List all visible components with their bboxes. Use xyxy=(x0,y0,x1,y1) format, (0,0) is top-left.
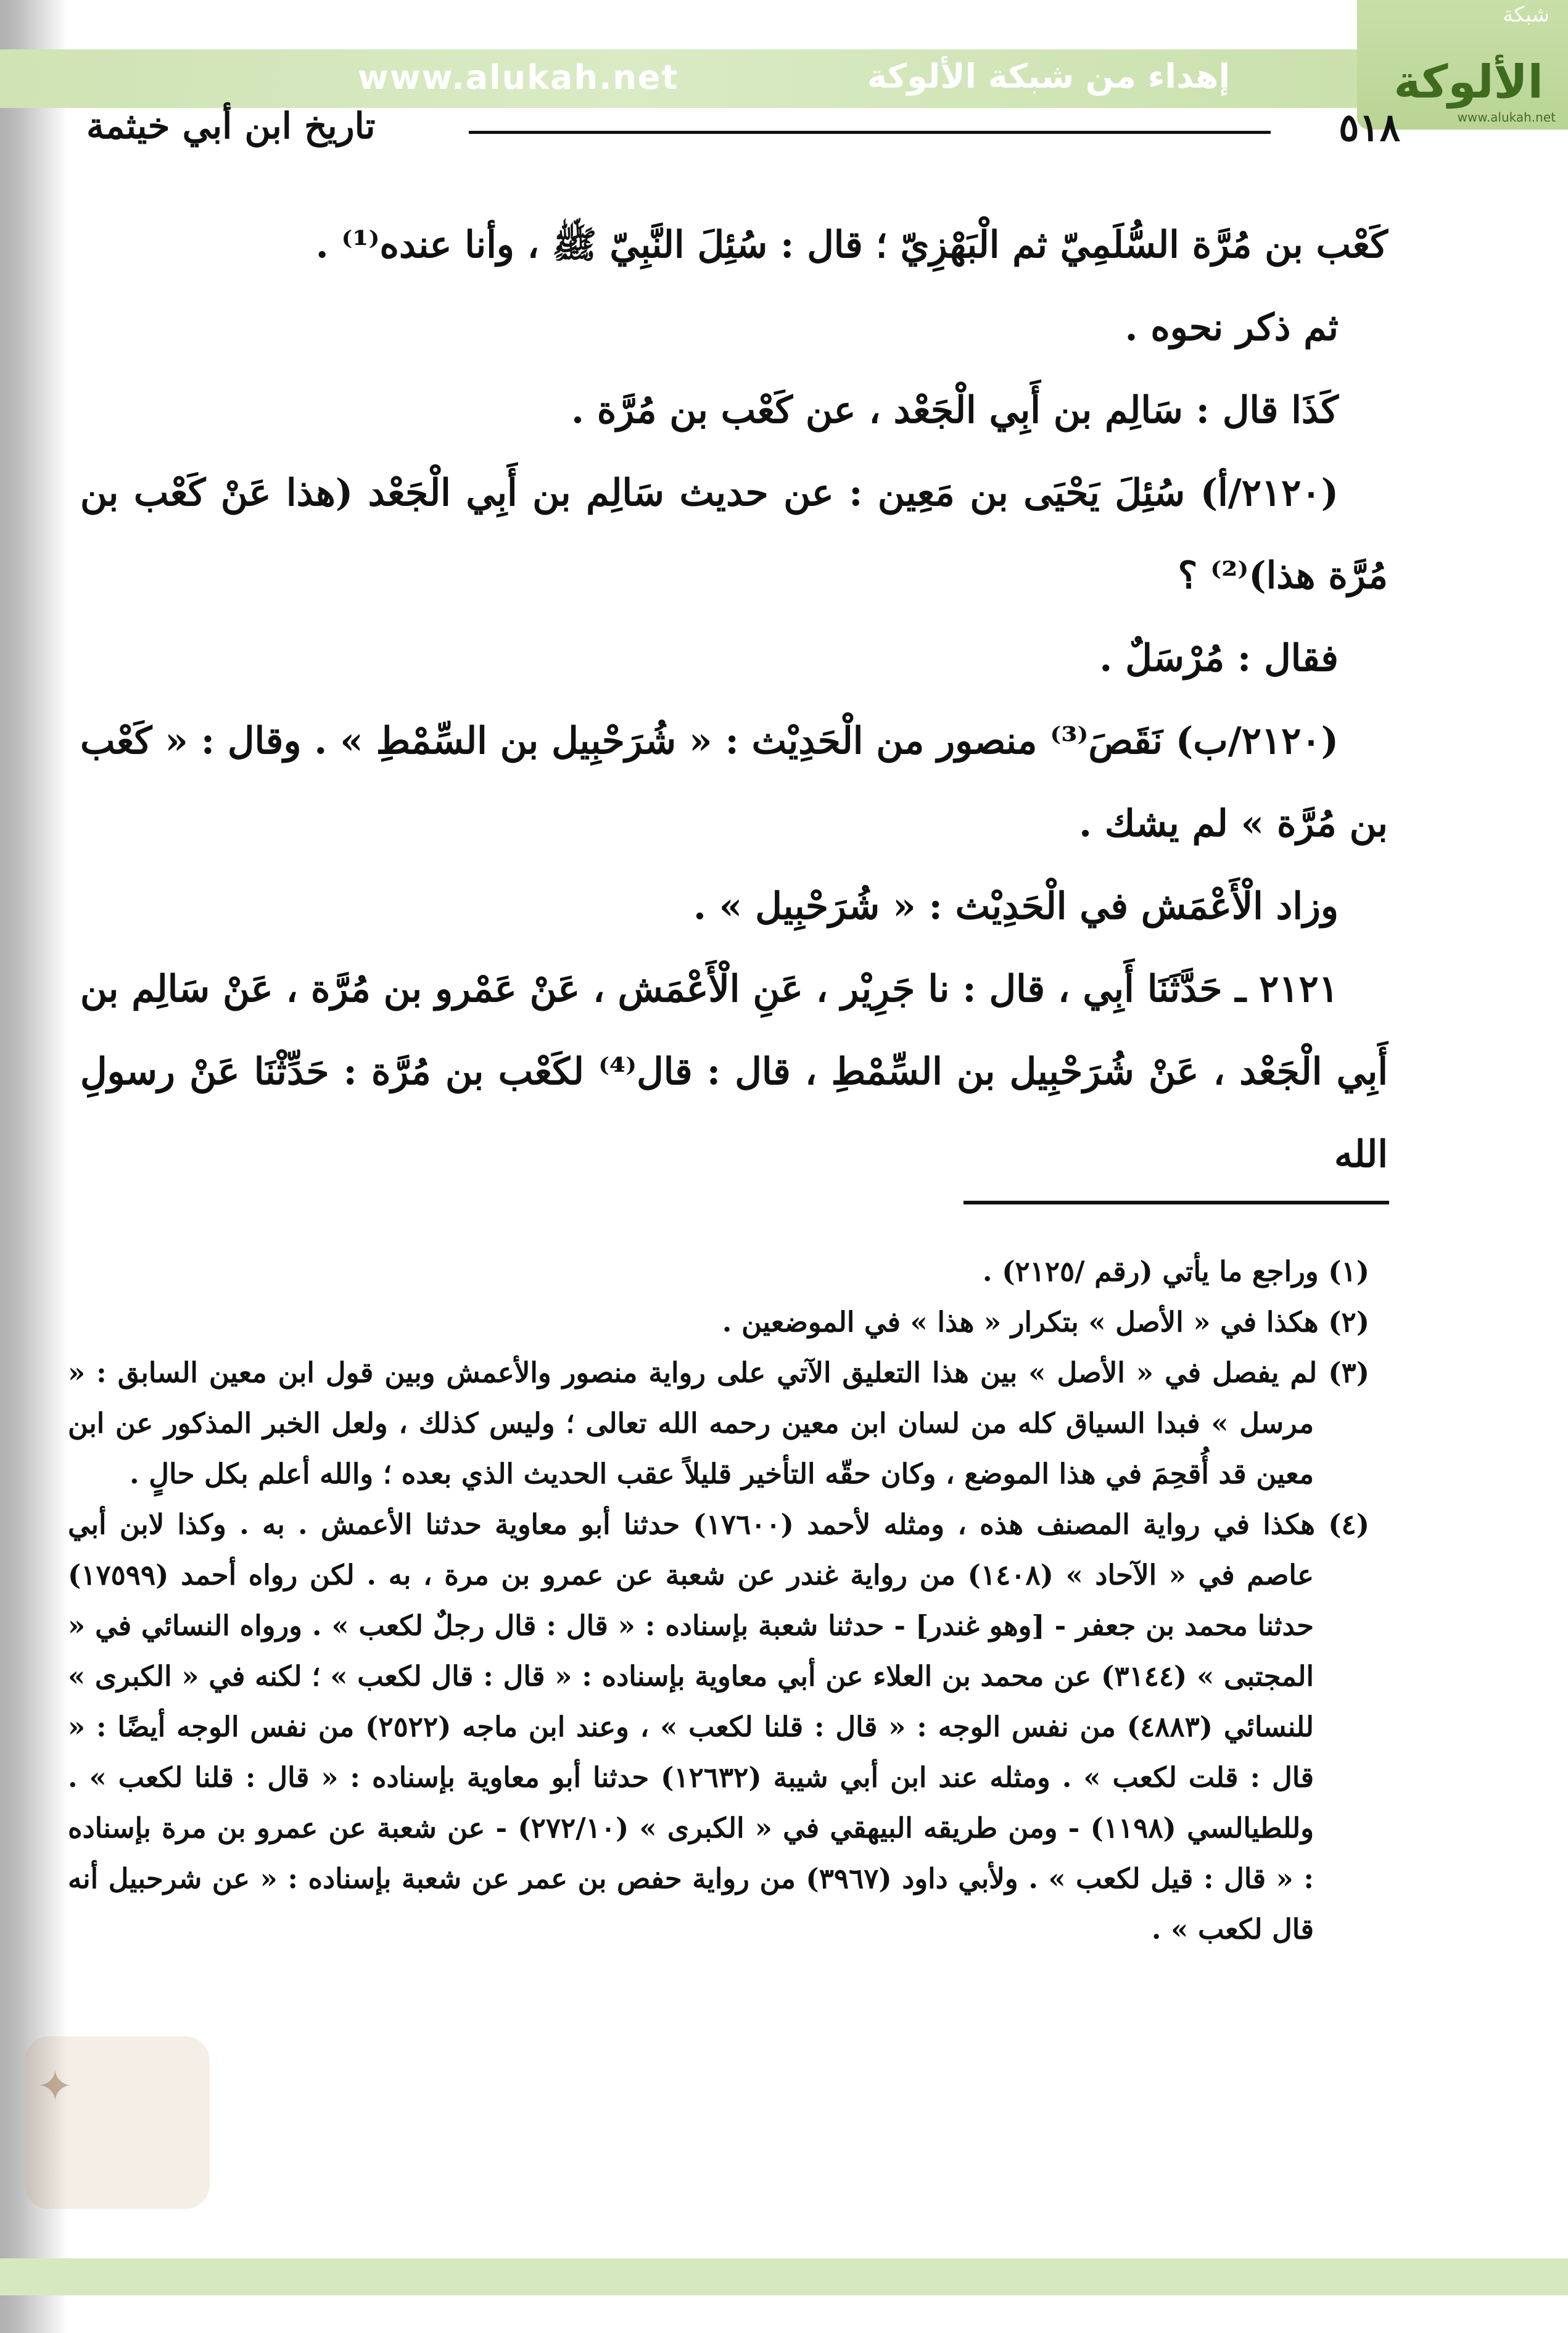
footnote-4: (٤) هكذا في رواية المصنف هذه ، ومثله لأحمد (١٧٦٠٠) حدثنا أبو معاوية حدثنا الأعمش . به . وكذا لابن أبي عاصم في « الآحاد » (١٤٠٨) من رواية غندر عن شعبة عن عمرو بن مرة ، به . لكن رواه أحمد (١٧٥٩٩) حدثنا محمد بن جعفر - [وهو غندر] - حدثنا شعبة بإسناده : « قال : قال رجلٌ لكعب » . ورواه النسائي في « المجتبى » (٣١٤٤) عن محمد بن العلاء عن أبي معاوية بإسناده : « قال : قال لكعب » ؛ لكنه في « الكبرى » للنسائي (٤٨٨٣) من نفس الوجه : « قال : قلنا لكعب » ، وعند ابن ماجه (٢٥٢٢) من نفس الوجه أيضًا : « قال : قلت لكعب » . ومثله عند ابن أبي شيبة (١٢٦٣٢) حدثنا أبو معاوية بإسناده : « قال : قلنا لكعب » . وللطيالسي (١١٩٨) - ومن طريقه البيهقي في « الكبرى » (٢٧٢/١٠) - عن شعبة عن عمرو بن مرة بإسناده : « قال : قيل لكعب » . ولأبي داود (٣٩٦٧) من رواية حفص بن عمر عن شعبة بإسناده : « عن شرحبيل أنه قال لكعب » . xyxy=(68,1508,1370,1946)
body-paragraph-5: فقال : مُرْسَلٌ . xyxy=(1099,637,1339,680)
running-title: تاريخ ابن أبي خيثمة xyxy=(86,105,376,147)
footnote-2: (٢) هكذا في « الأصل » بتكرار « هذا » في الموضعين . xyxy=(722,1306,1369,1338)
body-paragraph-1: كَعْب بن مُرَّة السُّلَمِيّ ثم الْبَهْزِيّ ؛ قال : سُئِلَ النَّبِيّ ﷺ ، وأنا عنده⁽¹⁾ . xyxy=(315,223,1388,267)
page-number: ٥١٨ xyxy=(1339,105,1400,150)
stamp-mark: ✦ xyxy=(37,2061,73,2111)
footnote-1: (١) وراجع ما يأتي (رقم /٢١٢٥) . xyxy=(982,1255,1369,1288)
body-paragraph-7: وزاد الْأَعْمَش في الْحَدِيْث : « شُرَحْبِيل » . xyxy=(693,885,1339,928)
website-banner xyxy=(0,49,1568,108)
footnotes xyxy=(68,1246,1369,1955)
body-paragraph-2: ثم ذكر نحوه . xyxy=(1124,306,1339,349)
logo-name: الألوكة xyxy=(1393,56,1543,109)
main-text xyxy=(80,204,1388,1196)
body-paragraph-3: كَذَا قال : سَالِم بن أَبِي الْجَعْد ، عن كَعْب بن مُرَّة . xyxy=(571,389,1339,432)
logo-url: www.alukah.net xyxy=(1457,110,1556,125)
body-paragraph-6: (٢١٢٠/ب) نَقَصَ⁽³⁾ منصور من الْحَدِيْث : « شُرَحْبِيل بن السِّمْطِ » . وقال : « كَعْب بن مُرَّة » لم يشك . xyxy=(80,719,1388,845)
website-url[interactable]: www.alukah.net xyxy=(358,58,679,97)
gift-text: إهداء من شبكة الألوكة xyxy=(867,57,1230,96)
header-rule xyxy=(469,131,1271,134)
logo-top-text: شبكة xyxy=(1503,2,1549,27)
page-header xyxy=(86,105,1400,160)
footnote-3: (٣) لم يفصل في « الأصل » بين هذا التعليق الآتي على رواية منصور والأعمش وبين قول ابن معين السابق : « مرسل » فبدا السياق كله من لسان ابن معين رحمه الله تعالى ؛ وليس كذلك ، ولعل الخبر المذكور عن ابن معين قد أُقحِمَ في هذا الموضع ، وكان حقّه التأخير قليلاً عقب الحديث الذي بعده ؛ والله أعلم بكل حالٍ . xyxy=(68,1356,1369,1490)
body-paragraph-8: ٢١٢١ ـ حَدَّثَنَا أَبِي ، قال : نا جَرِيْر ، عَنِ الْأَعْمَش ، عَنْ عَمْرو بن مُرَّة ، عَنْ سَالِم بن أَبِي الْجَعْد ، عَنْ شُرَحْبِيل بن السِّمْطِ ، قال : قال⁽⁴⁾ لكَعْب بن مُرَّة : حَدِّثْنَا عَنْ رسولِ الله xyxy=(80,968,1388,1176)
body-paragraph-4: (٢١٢٠/أ) سُئِلَ يَحْيَى بن مَعِين : عن حديث سَالِم بن أَبِي الْجَعْد (هذا عَنْ كَعْب بن مُرَّة هذا)⁽²⁾ ؟ xyxy=(80,471,1388,597)
footnote-separator xyxy=(963,1201,1389,1204)
bottom-band xyxy=(0,2258,1568,2295)
watermark-stamp xyxy=(25,2036,210,2209)
scan-edge-shadow xyxy=(0,0,74,2333)
